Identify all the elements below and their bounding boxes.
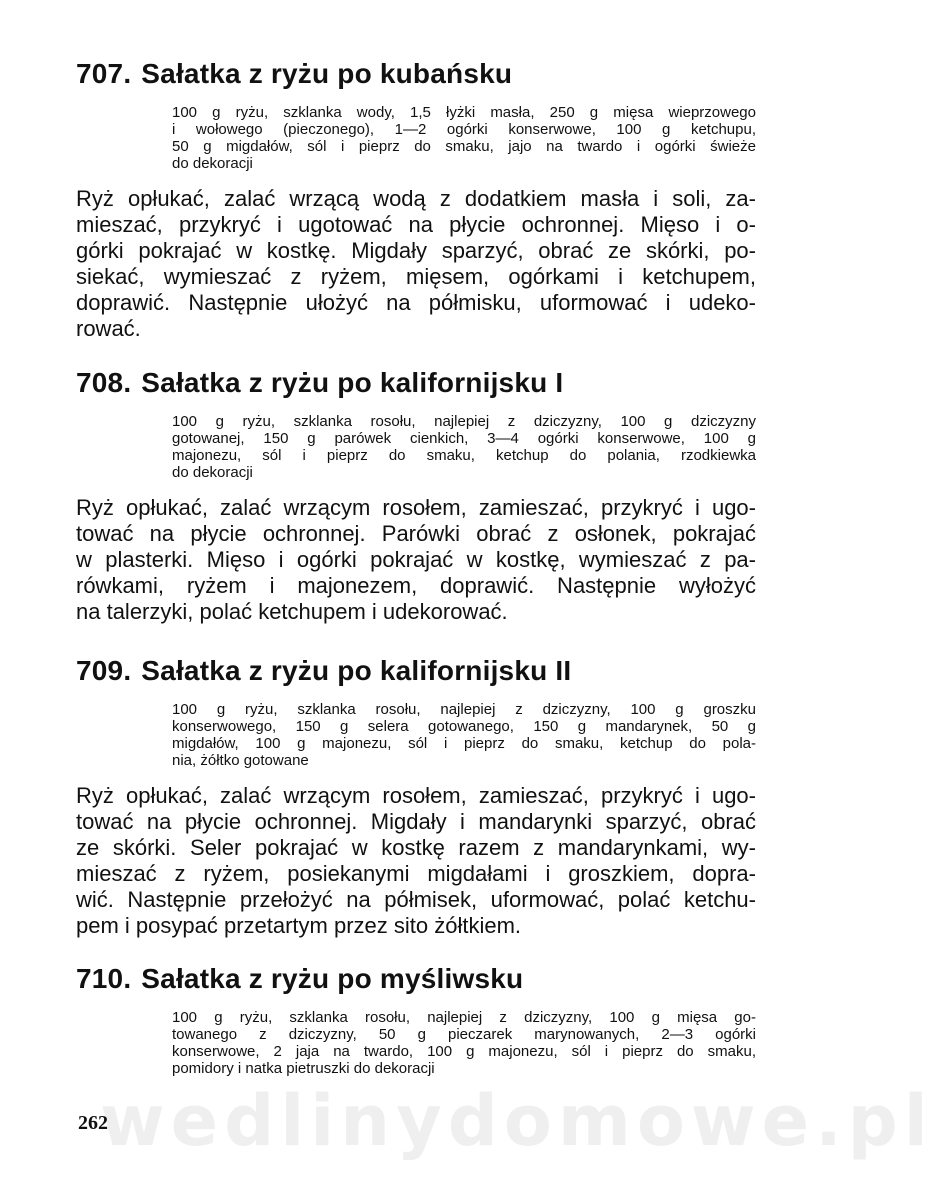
ingredients-line: i wołowego (pieczonego), 1—2 ogórki konserwowe, 100 g ketchupu,: [172, 121, 756, 138]
page-number: 262: [78, 1112, 108, 1134]
recipe-number: 708.: [76, 367, 132, 398]
recipe-710: [76, 963, 756, 1077]
ingredients-line: majonezu, sól i pieprz do smaku, ketchup do polania, rzodkiewka: [172, 447, 756, 464]
recipe-name: Sałatka z ryżu po myśliwsku: [141, 963, 524, 994]
ingredients-line: 100 g ryżu, szklanka wody, 1,5 łyżki masła, 250 g mięsa wieprzowego: [172, 104, 756, 121]
method-line: tować na płycie ochronnej. Parówki obrać z osłonek, pokrajać: [76, 521, 756, 546]
method-line: rować.: [76, 316, 141, 341]
ingredients-line: 100 g ryżu, szklanka rosołu, najlepiej z dziczyzny, 100 g dziczyzny: [172, 413, 756, 430]
method-line: tować na płycie ochronnej. Migdały i mandarynki sparzyć, obrać: [76, 809, 756, 834]
ingredients-line: do dekoracji: [172, 155, 253, 172]
ingredients-line: pomidory i natka pietruszki do dekoracji: [172, 1060, 435, 1077]
ingredients-list: [172, 1009, 756, 1077]
method-line: mieszać, przykryć i ugotować na płycie ochronnej. Mięso i o-: [76, 212, 756, 237]
recipe-title: [76, 655, 756, 687]
method-text: [76, 495, 756, 625]
ingredients-list: [172, 413, 756, 481]
ingredients-line: migdałów, 100 g majonezu, sól i pieprz do smaku, ketchup do pola-: [172, 735, 756, 752]
watermark: wedlinydomowe.pl: [100, 1080, 934, 1162]
ingredients-line: do dekoracji: [172, 464, 253, 481]
recipe-name: Sałatka z ryżu po kalifornijsku I: [141, 367, 564, 398]
method-line: pem i posypać przetartym przez sito żółtkiem.: [76, 913, 522, 938]
ingredients-list: [172, 701, 756, 769]
ingredients-line: 50 g migdałów, sól i pieprz do smaku, jajo na twardo i ogórki świeże: [172, 138, 756, 155]
recipe-title: [76, 963, 756, 995]
recipe-number: 707.: [76, 58, 132, 89]
ingredients-line: konserwowego, 150 g selera gotowanego, 150 g mandarynek, 50 g: [172, 718, 756, 735]
method-line: górki pokrajać w kostkę. Migdały sparzyć, obrać ze skórki, po-: [76, 238, 756, 263]
method-line: w plasterki. Mięso i ogórki pokrajać w kostkę, wymieszać z pa-: [76, 547, 756, 572]
recipe-number: 710.: [76, 963, 132, 994]
ingredients-line: nia, żółtko gotowane: [172, 752, 309, 769]
recipe-title: [76, 58, 756, 90]
method-line: Ryż opłukać, zalać wrzącą wodą z dodatkiem masła i soli, za-: [76, 186, 756, 211]
ingredients-list: [172, 104, 756, 172]
method-line: mieszać z ryżem, posiekanymi migdałami i groszkiem, dopra-: [76, 861, 756, 886]
ingredients-line: gotowanej, 150 g parówek cienkich, 3—4 ogórki konserwowe, 100 g: [172, 430, 756, 447]
method-line: na talerzyki, polać ketchupem i udekorować.: [76, 599, 508, 624]
method-text: [76, 783, 756, 939]
method-line: rówkami, ryżem i majonezem, doprawić. Następnie wyłożyć: [76, 573, 756, 598]
recipe-708: [76, 367, 756, 625]
recipe-name: Sałatka z ryżu po kalifornijsku II: [141, 655, 572, 686]
method-line: Ryż opłukać, zalać wrzącym rosołem, zamieszać, przykryć i ugo-: [76, 495, 756, 520]
method-line: doprawić. Następnie ułożyć na półmisku, uformować i udeko-: [76, 290, 756, 315]
ingredients-line: 100 g ryżu, szklanka rosołu, najlepiej z dziczyzny, 100 g groszku: [172, 701, 756, 718]
method-line: ze skórki. Seler pokrajać w kostkę razem z mandarynkami, wy-: [76, 835, 756, 860]
ingredients-line: konserwowe, 2 jaja na twardo, 100 g majonezu, sól i pieprz do smaku,: [172, 1043, 756, 1060]
method-line: wić. Następnie przełożyć na półmisek, uformować, polać ketchu-: [76, 887, 756, 912]
recipe-title: [76, 367, 756, 399]
method-line: Ryż opłukać, zalać wrzącym rosołem, zamieszać, przykryć i ugo-: [76, 783, 756, 808]
ingredients-line: towanego z dziczyzny, 50 g pieczarek marynowanych, 2—3 ogórki: [172, 1026, 756, 1043]
recipe-number: 709.: [76, 655, 132, 686]
method-text: [76, 186, 756, 342]
recipe-709: [76, 655, 756, 939]
method-line: siekać, wymieszać z ryżem, mięsem, ogórkami i ketchupem,: [76, 264, 756, 289]
ingredients-line: 100 g ryżu, szklanka rosołu, najlepiej z dziczyzny, 100 g mięsa go-: [172, 1009, 756, 1026]
recipe-name: Sałatka z ryżu po kubańsku: [141, 58, 513, 89]
recipe-707: [76, 58, 756, 342]
